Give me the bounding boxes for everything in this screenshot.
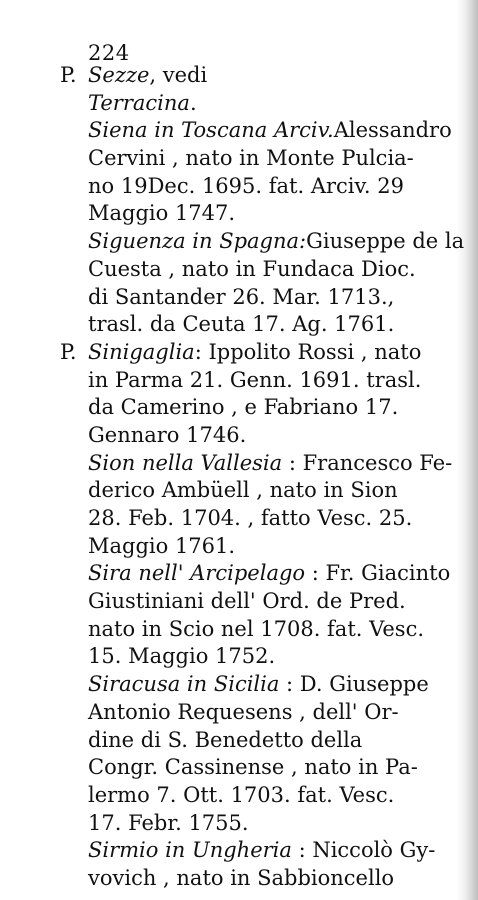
entry-line (60, 62, 440, 90)
entry-line (60, 699, 440, 727)
entry-line (60, 117, 452, 145)
entry-line (60, 782, 440, 810)
entry-line (60, 145, 440, 173)
entry-line (60, 422, 440, 450)
page-number: 224 (88, 41, 130, 65)
index-entry (60, 62, 440, 117)
entry-text: Gennaro 1746. (88, 422, 247, 447)
entry-text: no 19Dec. 1695. fat. Arciv. 29 (88, 173, 404, 198)
entry-text: 28. Feb. 1704. , fatto Vesc. 25. (88, 506, 413, 530)
entry-line (60, 90, 440, 118)
index-text-block (60, 62, 465, 893)
index-entry (60, 339, 440, 450)
entry-prefix: P. (60, 339, 77, 364)
index-entry (60, 450, 453, 561)
place-name: Sion nella Vallesia (88, 450, 283, 475)
index-entry (60, 671, 440, 837)
entry-line (60, 810, 440, 838)
entry-text: Cuesta , nato in Fundaca Dioc. (88, 256, 416, 281)
entry-line (60, 200, 440, 228)
entry-text: 17. Febr. 1755. (88, 810, 249, 835)
place-name: Sira nell' Arcipelago (88, 561, 306, 586)
entry-line (60, 533, 440, 561)
entry-line (60, 228, 465, 256)
entry-line (60, 477, 440, 505)
entry-line (60, 727, 440, 755)
place-name: Siguenza in Spagna: (88, 229, 307, 254)
entry-text: derico Ambüell , nato in Sion (88, 478, 398, 503)
entry-text: : Fr. Giacinto (305, 561, 451, 586)
entry-text: trasl. da Ceuta 17. Ag. 1761. (88, 312, 395, 337)
entry-line (60, 311, 440, 339)
entry-text: : Francesco Fe- (282, 450, 453, 475)
entry-line (60, 865, 440, 893)
entry-line (60, 394, 440, 422)
entry-text: nato in Scio nel 1708. fat. Vesc. (88, 616, 424, 641)
entry-line (60, 588, 440, 616)
entry-line (60, 367, 440, 395)
entry-line (60, 505, 440, 533)
entry-text: da Camerino , e Fabriano 17. (88, 395, 399, 420)
entry-text: Maggio 1761. (88, 533, 236, 558)
place-name: Sezze (88, 63, 150, 87)
index-entry (60, 228, 465, 339)
place-name: Terracina (88, 90, 190, 115)
entry-text: Alessandro (333, 118, 452, 143)
place-name: Sinigaglia (88, 339, 195, 364)
entry-line (60, 616, 440, 644)
entry-text: : Ippolito Rossi , nato (194, 339, 422, 364)
entry-prefix: P. (60, 63, 77, 87)
place-name: Siracusa in Sicilia (88, 672, 280, 697)
entry-line (60, 173, 440, 201)
entry-text: Congr. Cassinense , nato in Pa- (88, 755, 418, 780)
entry-line (60, 450, 453, 478)
entry-text: 15. Maggio 1752. (88, 644, 276, 669)
entry-text: , vedi (149, 63, 208, 87)
index-entry (60, 837, 440, 892)
entry-text: vovich , nato in Sabbioncello (88, 865, 395, 890)
place-name: Siena in Toscana Arciv. (88, 118, 334, 143)
entry-text: Antonio Requesens , dell' Or- (88, 699, 399, 724)
entry-text: : Niccolò Gy- (291, 838, 436, 863)
entry-text: di Santander 26. Mar. 1713., (88, 284, 395, 309)
entry-text: Giuseppe de la (306, 229, 465, 254)
index-entry (60, 560, 451, 671)
entry-line (60, 837, 440, 865)
entry-line (60, 560, 451, 588)
entry-line (60, 754, 440, 782)
entry-line (60, 671, 440, 699)
entry-text: lermo 7. Ott. 1703. fat. Vesc. (88, 782, 395, 807)
entry-text: : D. Giuseppe (279, 672, 429, 697)
entry-line (60, 339, 440, 367)
entry-line (60, 256, 440, 284)
entry-text: dine di S. Benedetto della (88, 727, 363, 752)
place-name: Sirmio in Ungheria (88, 838, 292, 863)
entry-text: Giustiniani dell' Ord. de Pred. (88, 589, 406, 614)
entry-text: . (189, 90, 197, 115)
entry-text: Cervini , nato in Monte Pulcia- (88, 146, 414, 171)
entry-text: in Parma 21. Genn. 1691. trasl. (88, 367, 422, 392)
entry-text: Maggio 1747. (88, 201, 236, 226)
page-spine-shadow (456, 0, 478, 900)
index-entry (60, 117, 452, 228)
entry-line (60, 643, 440, 671)
entry-line (60, 284, 440, 312)
